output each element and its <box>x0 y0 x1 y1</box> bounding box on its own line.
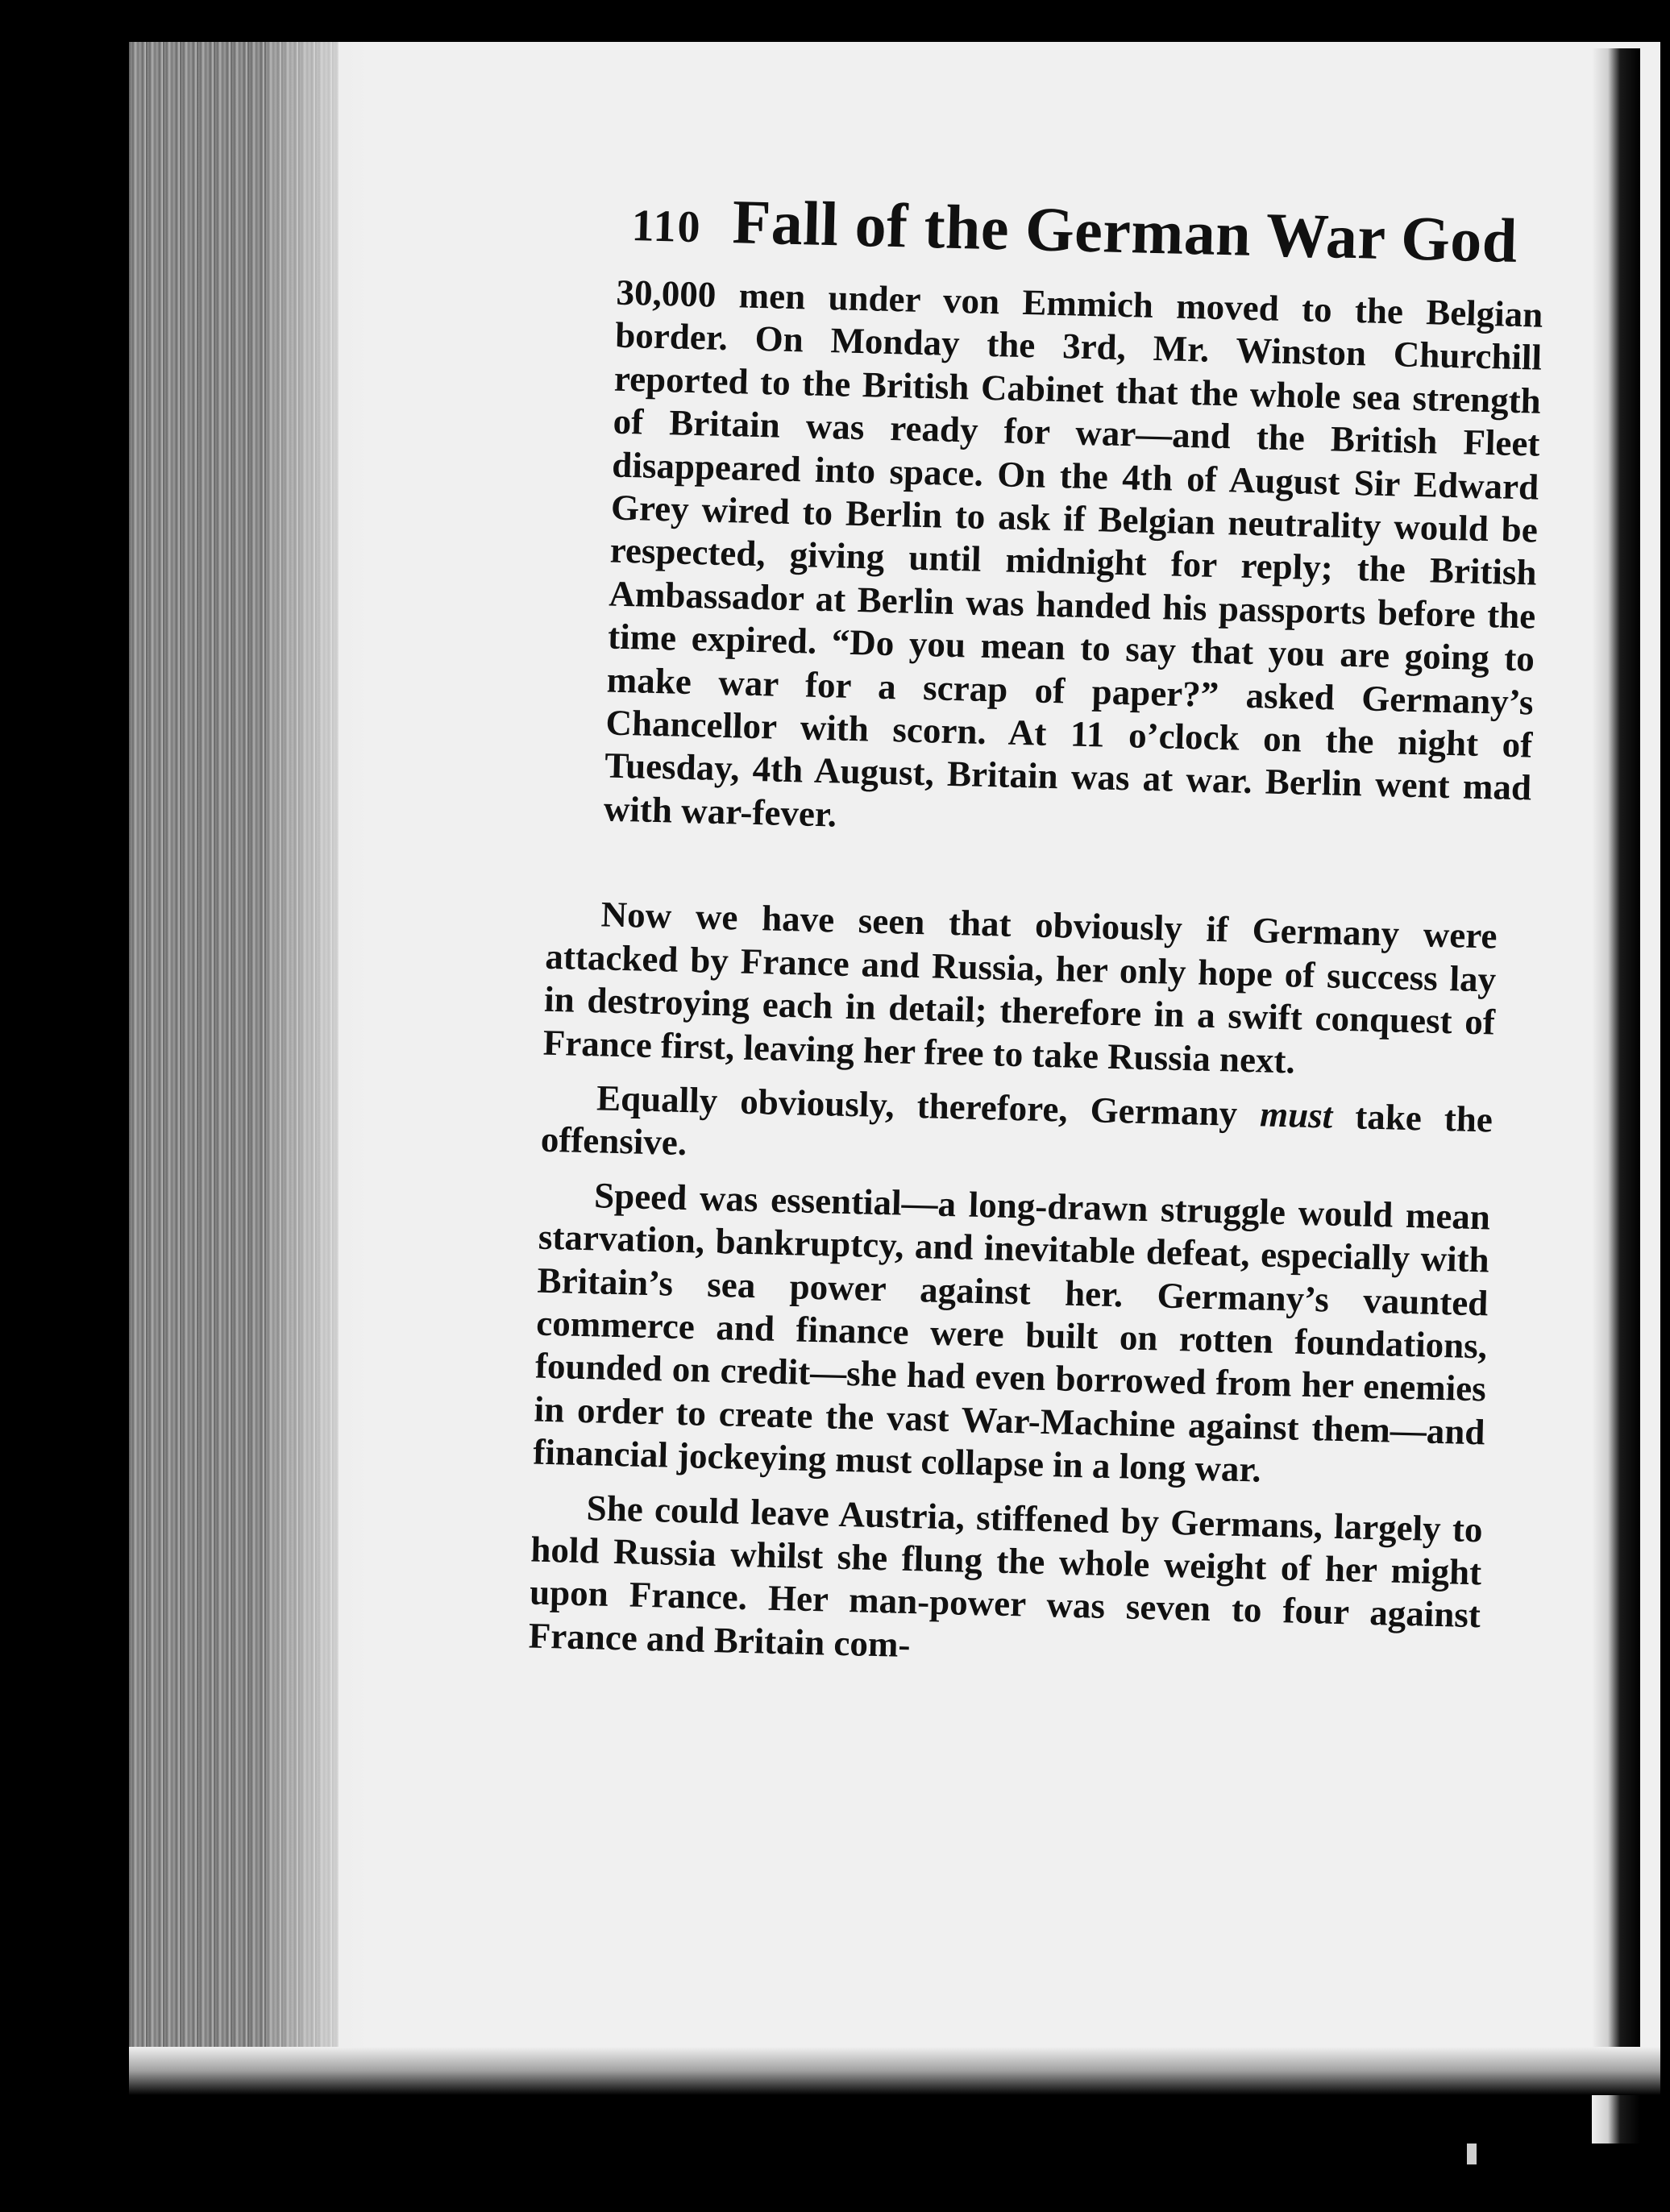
scan-artifact-mark <box>1467 2144 1477 2164</box>
equally-text-after: take the offensive. <box>540 1095 1493 1164</box>
page-bottom-edge <box>129 2047 1660 2095</box>
page-number: 110 <box>630 201 703 253</box>
paragraph-continued: 30,000 men under von Emmich moved to the Belgian border. On Monday the 3rd, Mr. Winston Churchill reported to the British Cabinet that the whole sea strength of Britain was ready for war—and the British Fleet disappeared into space. On the 4th of August Sir Edward Grey wired to Berlin to ask if Belgian neutrality would be respected, giving until midnight for reply; the British Ambassador at Berlin was handed his passports before the time expired. “Do you mean to say that you are going to make war for a scrap of paper?” asked Germany’s Chancellor with scorn. At 11 o’clock on the night of Tuesday, 4th August, Britain was at war. Berlin went mad with war-fever. <box>603 272 1543 835</box>
paragraph-speed-was-essential: Speed was essential—a long-drawn struggle would mean starvation, bankruptcy, and inevitable defeat, especially with Britain’s sea power against her. Germany’s vaunted commerce and finance were built on rotten foundations, founded on credit—she had even borrowed from her enemies in order to create the vast War-Machine against them—and financial jockeying must collapse in a long war. <box>532 1175 1491 1490</box>
equally-text-before: Equally obviously, therefore, Germany <box>596 1077 1261 1135</box>
emphasis-must: must <box>1259 1094 1333 1136</box>
paragraph-now-we-have-seen: Now we have seen that obviously if Germany were attacked by France and Russia, her only hope of success lay in destroying each in detail; therefore in a swift conquest of France first, leaving her free to take Russia next. <box>542 894 1498 1081</box>
page-right-edge <box>1592 48 1640 2144</box>
gutter-fade <box>266 42 371 2077</box>
running-title: Fall of the German War God <box>731 186 1518 276</box>
page-text-block <box>523 181 1564 1898</box>
paragraph-she-could-leave-austria: She could leave Austria, stiffened by Germans, largely to hold Russia whilst she flung the whole weight of her might upon France. Her man-power was seven to four against France and Britain com- <box>528 1487 1484 1665</box>
